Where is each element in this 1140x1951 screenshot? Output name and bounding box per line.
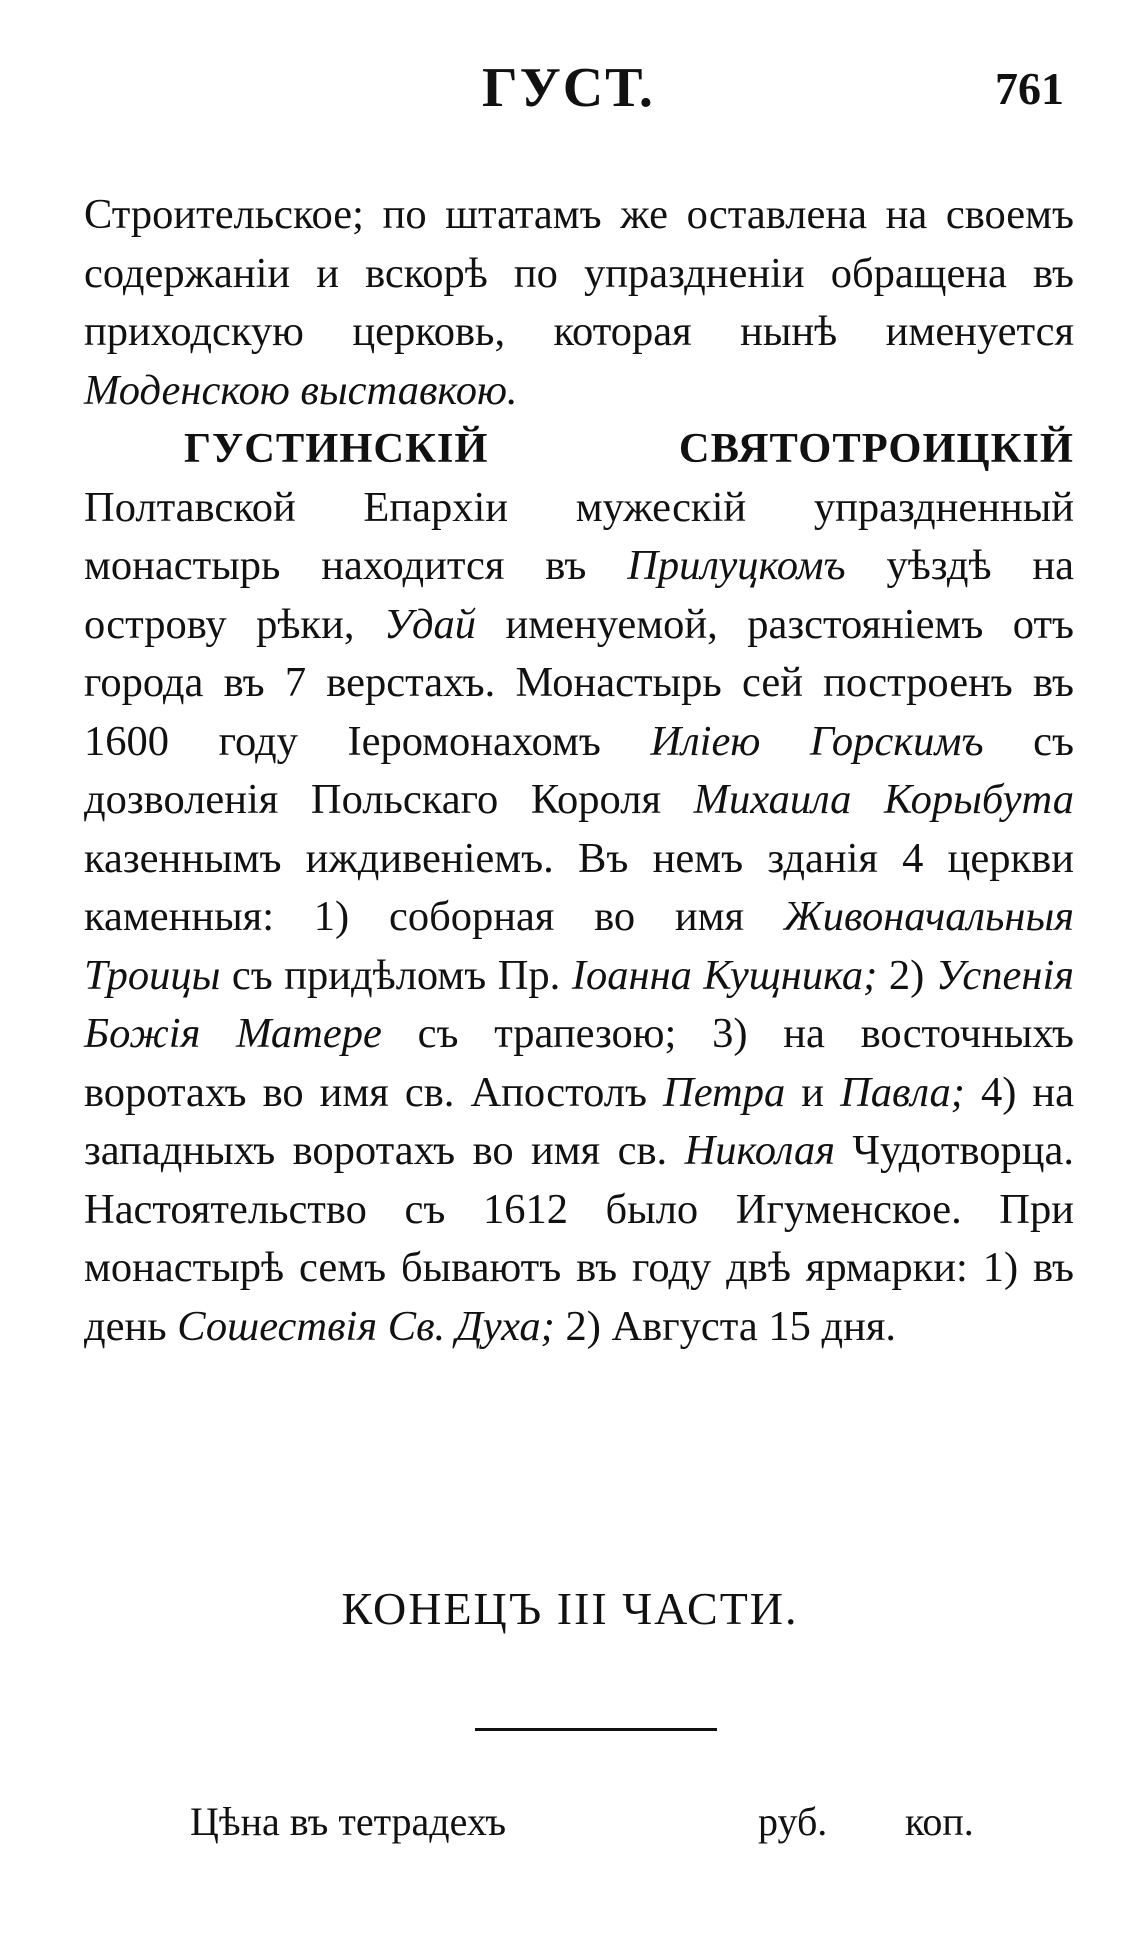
running-head [0, 56, 1140, 136]
italic-name: Петра [663, 1068, 786, 1116]
paragraph-text: Чудотворца. Настоятельство съ 1612 было Игуменское. При монастырѣ семъ бываютъ въ году двѣ ярмарки: 1) въ день [84, 1127, 1075, 1350]
paragraph-text: Строительское; по штатамъ же оставлена на своемъ содержанiи и вскорѣ по упраздненiи обращена въ приходскую церковь, которая нынѣ именуется [84, 191, 1074, 355]
paragraph-continuation [84, 186, 1074, 420]
paragraph-text: съ дозволенiя Польскаго Короля [84, 717, 1074, 823]
paragraph-text: и [801, 1068, 825, 1116]
body-text [84, 186, 1074, 1356]
italic-name: Успенiя Божiя Матере [84, 951, 1075, 1057]
paragraph-text: 2) Августа 15 дня. [565, 1302, 897, 1350]
running-title: ГУСТ. [482, 57, 655, 119]
italic-name: Николая [684, 1127, 836, 1174]
paragraph-text: Полтавской Епархiи мужескiй упраздненный монастырь находится въ [84, 483, 1074, 589]
paragraph-text: съ трапезою; 3) на восточныхъ воротахъ во имя св. Апостолъ [84, 1010, 1075, 1116]
paragraph-text: именуемой, разстоянiемъ отъ города въ 7 верстахъ. Монастырь сей построенъ въ 1600 году Iеромонахомъ [84, 600, 1075, 765]
italic-name: Михаила Корыбута [693, 776, 1075, 823]
paragraph-entry [84, 420, 1074, 1356]
price-kop-unit: коп. [905, 1799, 974, 1844]
italic-name: Илiею Горскимъ [650, 717, 984, 765]
divider-rule [475, 1728, 717, 1731]
end-of-part-note: КОНЕЦЪ III ЧАСТИ. [341, 1583, 799, 1634]
price-label: Цѣна въ тетрадехъ [190, 1799, 507, 1844]
entry-heading: ГУСТИНСКIЙ СВЯТОТРОИЦКIЙ [184, 425, 1074, 472]
italic-name: Моденскою выставкою. [84, 366, 518, 414]
price-rub-unit: руб. [758, 1799, 828, 1844]
italic-name: Прилуцкомъ [627, 542, 846, 589]
paragraph-text: уѣздѣ на острову рѣки, [84, 542, 1075, 648]
italic-name: Живоначальныя Троицы [84, 893, 1074, 999]
paragraph-text: 2) [888, 951, 925, 999]
paragraph-text: казеннымъ иждивенiемъ. Въ немъ зданiя 4 церкви каменныя: 1) соборная во имя [84, 834, 1074, 940]
italic-name: Сошествiя Св. Духа; [177, 1302, 555, 1350]
italic-name: Удай [383, 600, 476, 648]
italic-name: Павла; [840, 1068, 965, 1116]
paragraph-text: 4) на западныхъ воротахъ во имя св. [84, 1068, 1075, 1174]
italic-name: Iоанна Кущника; [571, 951, 878, 999]
paragraph-text: съ придѣломъ Пр. [231, 951, 561, 999]
page-number: 761 [995, 63, 1064, 114]
price-line [0, 1798, 1140, 1858]
